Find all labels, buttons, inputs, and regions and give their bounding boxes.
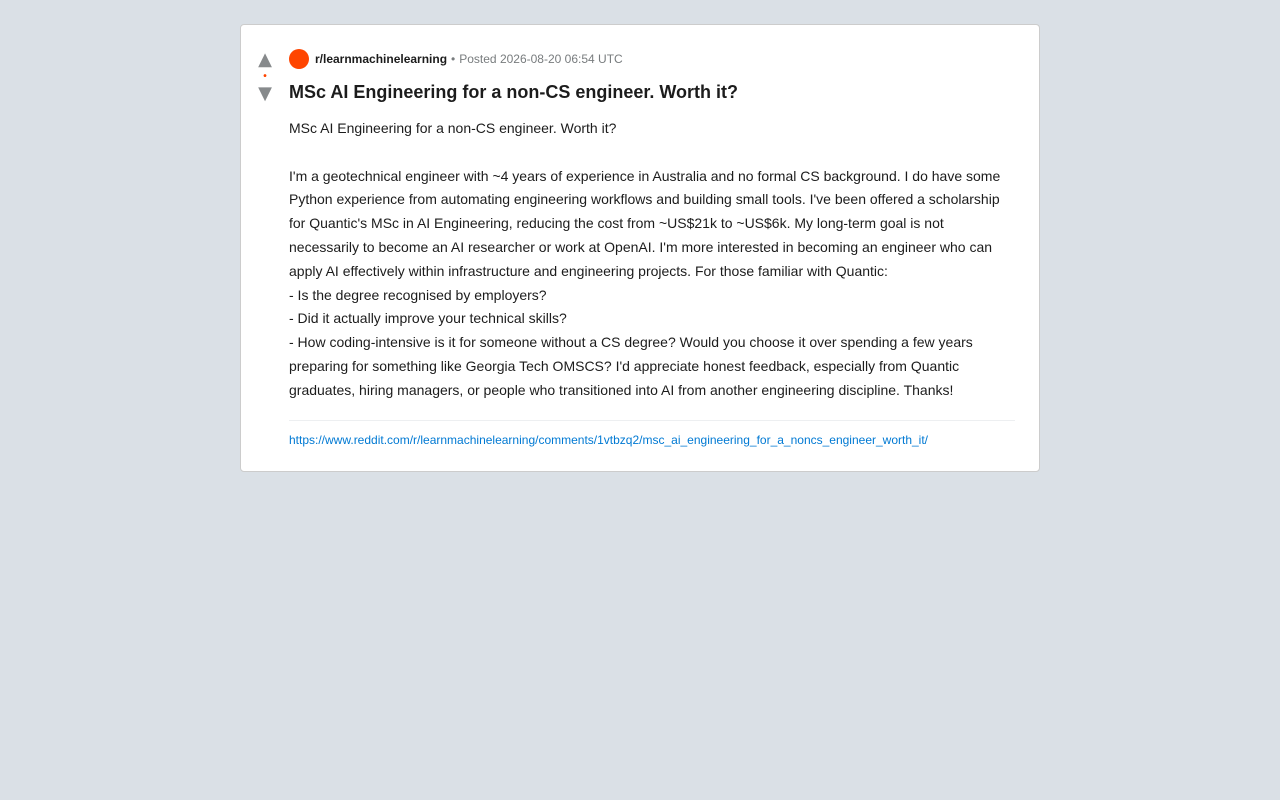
post-permalink[interactable]: https://www.reddit.com/r/learnmachinelearning/comments/1vtbzq2/msc_ai_engineering_for_a_noncs_engineer_worth_it/ bbox=[289, 432, 929, 447]
vote-score: • bbox=[263, 71, 267, 82]
post-title[interactable]: MSc AI Engineering for a non-CS engineer. Worth it? bbox=[289, 82, 739, 102]
post-timestamp: Posted 2026-08-20 06:54 UTC bbox=[459, 52, 623, 66]
post-body bbox=[289, 117, 1015, 403]
paragraph-spacer bbox=[289, 141, 1015, 165]
vote-column bbox=[241, 25, 289, 471]
post-body-intro: MSc AI Engineering for a non-CS engineer. Worth it? bbox=[289, 120, 617, 136]
subreddit-link[interactable]: r/learnmachinelearning bbox=[315, 52, 448, 66]
subreddit-icon[interactable] bbox=[289, 49, 309, 69]
post-card bbox=[240, 24, 1040, 472]
post-meta bbox=[289, 49, 1015, 69]
post-body-question: - Is the degree recognised by employers? bbox=[289, 286, 547, 303]
post-body-question: - How coding-intensive is it for someone without a CS degree? Would you choose it over spending a few years preparing for something like Georgia Tech OMSCS? I'd appreciate honest feedback, especially from Quantic graduates, hiring managers, or people who transitioned into AI from another engineering discipline. Thanks! bbox=[289, 334, 973, 398]
post-footer bbox=[289, 420, 1015, 449]
upvote-icon[interactable]: ▲ bbox=[253, 50, 277, 70]
downvote-icon[interactable]: ▼ bbox=[253, 84, 277, 104]
post-body-paragraph: I'm a geotechnical engineer with ~4 years of experience in Australia and no formal CS background. I do have some Python experience from automating engineering workflows and building small tools. I've been offered a scholarship for Quantic's MSc in AI Engineering, reducing the cost from ~US$21k to ~US$6k. My long-term goal is not necessarily to become an AI researcher or work at OpenAI. I'm more interested in becoming an engineer who can apply AI effectively within infrastructure and engineering projects. For those familiar with Quantic: bbox=[289, 167, 1001, 279]
meta-separator: • bbox=[451, 52, 456, 66]
post-content bbox=[289, 25, 1039, 471]
post-body-question: - Did it actually improve your technical skills? bbox=[289, 310, 567, 327]
